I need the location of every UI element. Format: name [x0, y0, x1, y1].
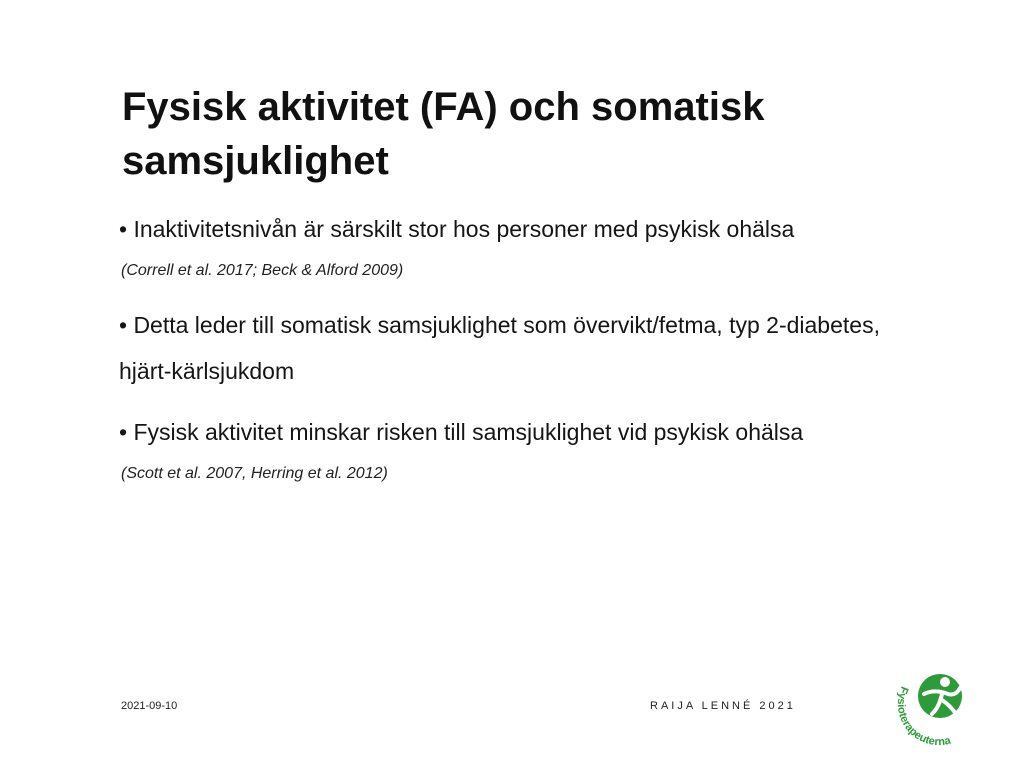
bullet-point-risk-reduction: • Fysisk aktivitet minskar risken till samsjuklighet vid psykisk ohälsa — [119, 419, 804, 445]
citation-correll-beck: (Correll et al. 2017; Beck & Alford 2009) — [121, 262, 404, 279]
citation-scott-herring: (Scott et al. 2007, Herring et al. 2012) — [121, 465, 388, 482]
fysioterapeuterna-logo-icon — [890, 664, 986, 748]
footer-date: 2021-09-10 — [121, 700, 178, 712]
footer-author: RAIJA LENNÉ 2021 — [650, 700, 796, 712]
logo-text: Fysioterapeuterna — [894, 684, 952, 748]
bullet-point-comorbidity: • Detta leder till somatisk samsjuklighet som övervikt/fetma, typ 2-diabetes, hjärt-kärlsjukdom — [119, 312, 880, 384]
bullet-point-inactivity: • Inaktivitetsnivån är särskilt stor hos personer med psykisk ohälsa — [119, 216, 795, 242]
slide-title: Fysisk aktivitet (FA) och somatisk samsjuklighet — [122, 85, 765, 183]
